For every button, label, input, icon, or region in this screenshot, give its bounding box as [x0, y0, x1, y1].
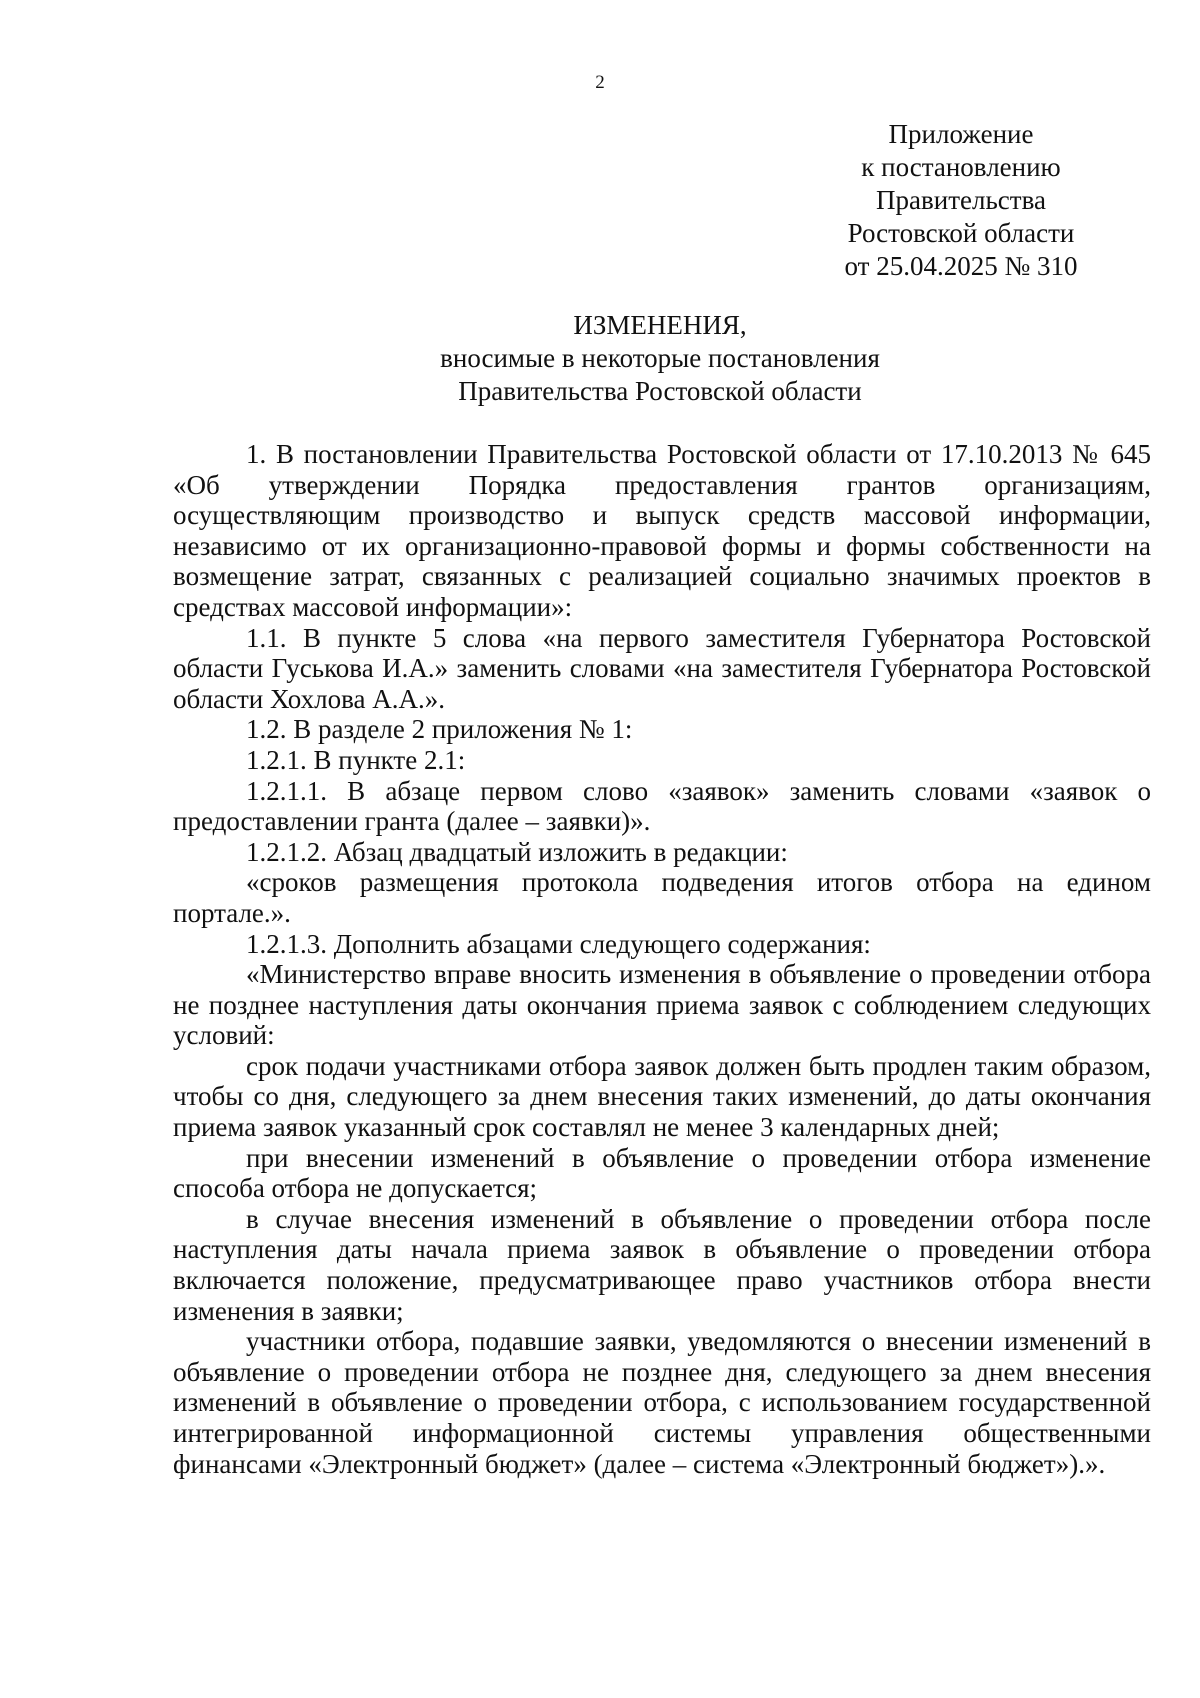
- quoted-paragraph-ministry: «Министерство вправе вносить изменения в объявление о проведении отбора не позднее наступления даты окончания приема заявок с соблюдением следующих условий:: [173, 959, 1151, 1051]
- paragraph-1-2: 1.2. В разделе 2 приложения № 1:: [246, 714, 633, 745]
- paragraph-1: 1. В постановлении Правительства Ростовской области от 17.10.2013 № 645 «Об утверждении Порядка предоставления грантов организациям, осуществляющим производство и выпуск средств массовой информации, независимо от их организационно-правовой формы и формы собственности на возмещение затрат, связанных с реализацией социально значимых проектов в средствах массовой информации»:: [173, 439, 1151, 622]
- title-heading: ИЗМЕНЕНИЯ,: [573, 310, 747, 340]
- paragraph-1-2-1-2: 1.2.1.2. Абзац двадцатый изложить в редакции:: [246, 836, 788, 867]
- quoted-paragraph-portal: «сроков размещения протокола подведения итогов отбора на едином портале.».: [173, 867, 1151, 928]
- paragraph-1-2-1-3: 1.2.1.3. Дополнить абзацами следующего содержания:: [246, 928, 871, 959]
- appendix-line-1: Приложение: [888, 119, 1034, 149]
- appendix-header: [820, 118, 1102, 283]
- appendix-line-5: от 25.04.2025 № 310: [844, 251, 1078, 281]
- title-line-2: вносимые в некоторые постановления: [440, 343, 880, 373]
- quoted-paragraph-changes: в случае внесения изменений в объявление о проведении отбора после наступления даты начала приема заявок в объявление о проведении отбора включается положение, предусматривающее право участников отбора внести изменения в заявки;: [173, 1203, 1151, 1326]
- paragraph-1-2-1: 1.2.1. В пункте 2.1:: [246, 744, 466, 775]
- quoted-paragraph-method: при внесении изменений в объявление о проведении отбора изменение способа отбора не допускается;: [173, 1142, 1151, 1204]
- title-line-3: Правительства Ростовской области: [458, 376, 862, 406]
- appendix-line-3: Правительства: [876, 185, 1046, 215]
- page-number: 2: [595, 72, 605, 93]
- document-body: [173, 439, 1151, 1479]
- quoted-paragraph-notification: участники отбора, подавшие заявки, уведомляются о внесении изменений в объявление о проведении отбора не позднее дня, следующего за днем внесения изменений в объявление о проведении отбора, с использованием государственной интегрированной информационной системы управления общественными финансами «Электронный бюджет» (далее – система «Электронный бюджет»).».: [173, 1326, 1151, 1479]
- document-title: [0, 309, 1200, 408]
- quoted-paragraph-deadline: срок подачи участниками отбора заявок должен быть продлен таким образом, чтобы со дня, следующего за днем внесения таких изменений, до даты окончания приема заявок указанный срок составлял не менее 3 календарных дней;: [173, 1050, 1151, 1143]
- paragraph-1-2-1-1: 1.2.1.1. В абзаце первом слово «заявок» заменить словами «заявок о предоставлении гранта (далее – заявки)».: [173, 775, 1151, 837]
- appendix-line-4: Ростовской области: [847, 218, 1075, 248]
- paragraph-1-1: 1.1. В пункте 5 слова «на первого заместителя Губернатора Ростовской области Гуськова И.А.» заменить словами «на заместителя Губернатора Ростовской области Хохлова А.А.».: [173, 622, 1151, 714]
- appendix-line-2: к постановлению: [861, 152, 1061, 182]
